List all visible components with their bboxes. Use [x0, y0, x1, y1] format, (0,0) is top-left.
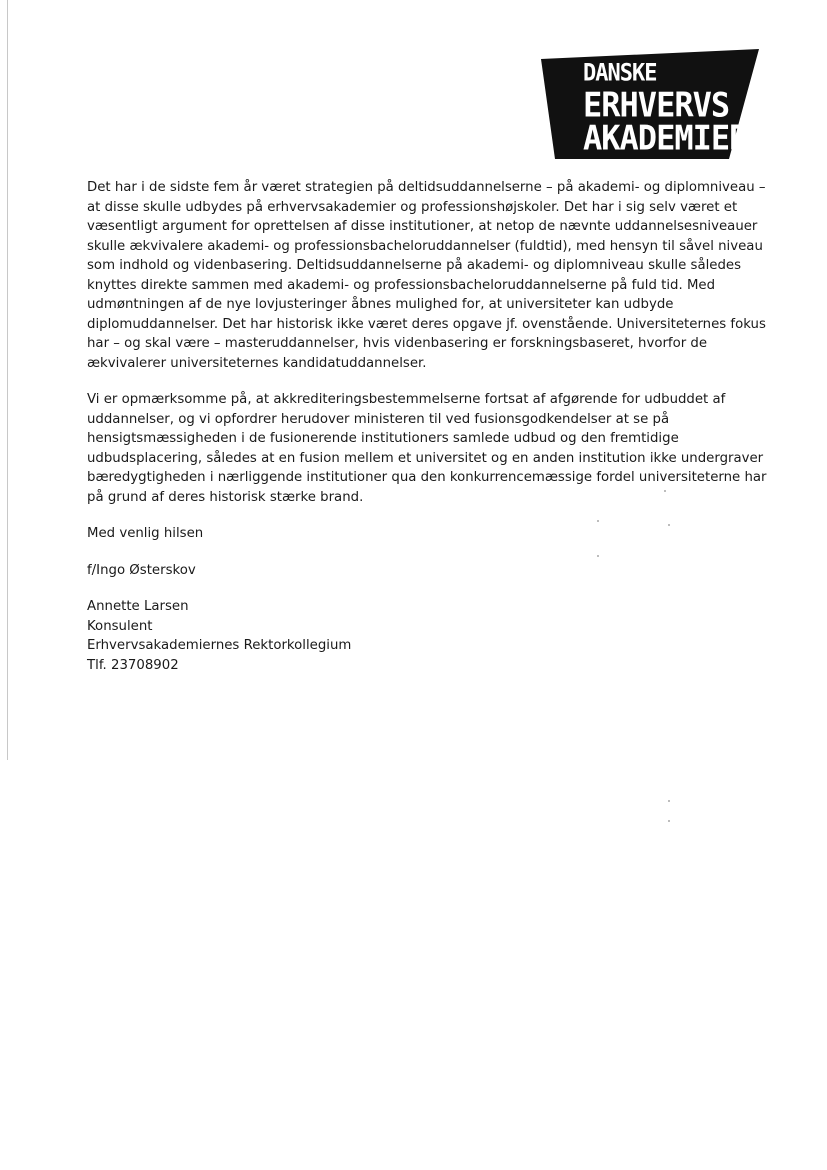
- scan-speck: [597, 520, 599, 522]
- signed-on-behalf: f/Ingo Østerskov: [87, 562, 196, 578]
- logo-line-1: DANSKE: [583, 59, 657, 88]
- body-paragraph-2: Vi er opmærksomme på, at akkrediteringsbestemmelserne fortsat af afgørende for udbuddet af uddannelser, og vi opfordrer herudover ministeren til ved fusionsgodkendelser at se på hensigtsmæssigheden i de fusionerende institutioners samlede udbud og den fremtidige udbudsplacering, således at en fusion mellem et universitet og en anden institution ikke undergraver bæredygtigheden i nærliggende institutioner qua den konkurrencemæssige fordel universiteterne har på grund af deres historisk stærke brand.: [87, 392, 767, 505]
- body-paragraph-1: Det har i de sidste fem år været strategien på deltidsuddannelserne – på akademi- og diplomniveau – at disse skulle udbydes på erhvervsakademier og professionshøjskoler. Det har i sig selv været et væsentligt argument for oprettelsen af disse institutioner, at netop de nævnte uddannelsesniveauer skulle ækvivalere akademi- og professionsbacheloruddannelser (fuldtid), med hensyn til såvel niveau som indhold og videnbasering. Deltidsuddannelserne på akademi- og diplomniveau skulle således knyttes direkte sammen med akademi- og professionsbacheloruddannelserne på fuld tid. Med udmøntningen af de nye lovjusteringer åbnes mulighed for, at universiteter kan udbyde diplomuddannelser. Det har historisk ikke været deres opgave jf. ovenstående. Universiteternes fokus har – og skal være – masteruddannelser, hvis videnbasering er forskningsbaseret, hvorfor de ækvivalerer universiteternes kandidatuddannelser.: [87, 180, 766, 371]
- scan-speck: [664, 490, 666, 492]
- signature-title: Konsulent: [87, 618, 153, 634]
- scan-speck: [597, 555, 599, 557]
- scan-speck: [668, 800, 670, 802]
- logo-line-2: ERHVERVS: [583, 84, 730, 125]
- danske-erhvervsakademier-logo: [541, 49, 759, 159]
- signature-phone: Tlf. 23708902: [87, 657, 179, 673]
- scan-speck: [668, 820, 670, 822]
- letter-body: [87, 178, 767, 675]
- scan-speck: [668, 524, 670, 526]
- closing-greeting: Med venlig hilsen: [87, 526, 204, 541]
- signature-organization: Erhvervsakademiernes Rektorkollegium: [87, 638, 352, 653]
- signature-name: Annette Larsen: [87, 599, 189, 614]
- scan-edge-line: [7, 0, 8, 760]
- signature-block: [87, 597, 767, 675]
- logo-line-3: AKADEMIER: [583, 117, 748, 158]
- logo-wordmark: [583, 59, 748, 158]
